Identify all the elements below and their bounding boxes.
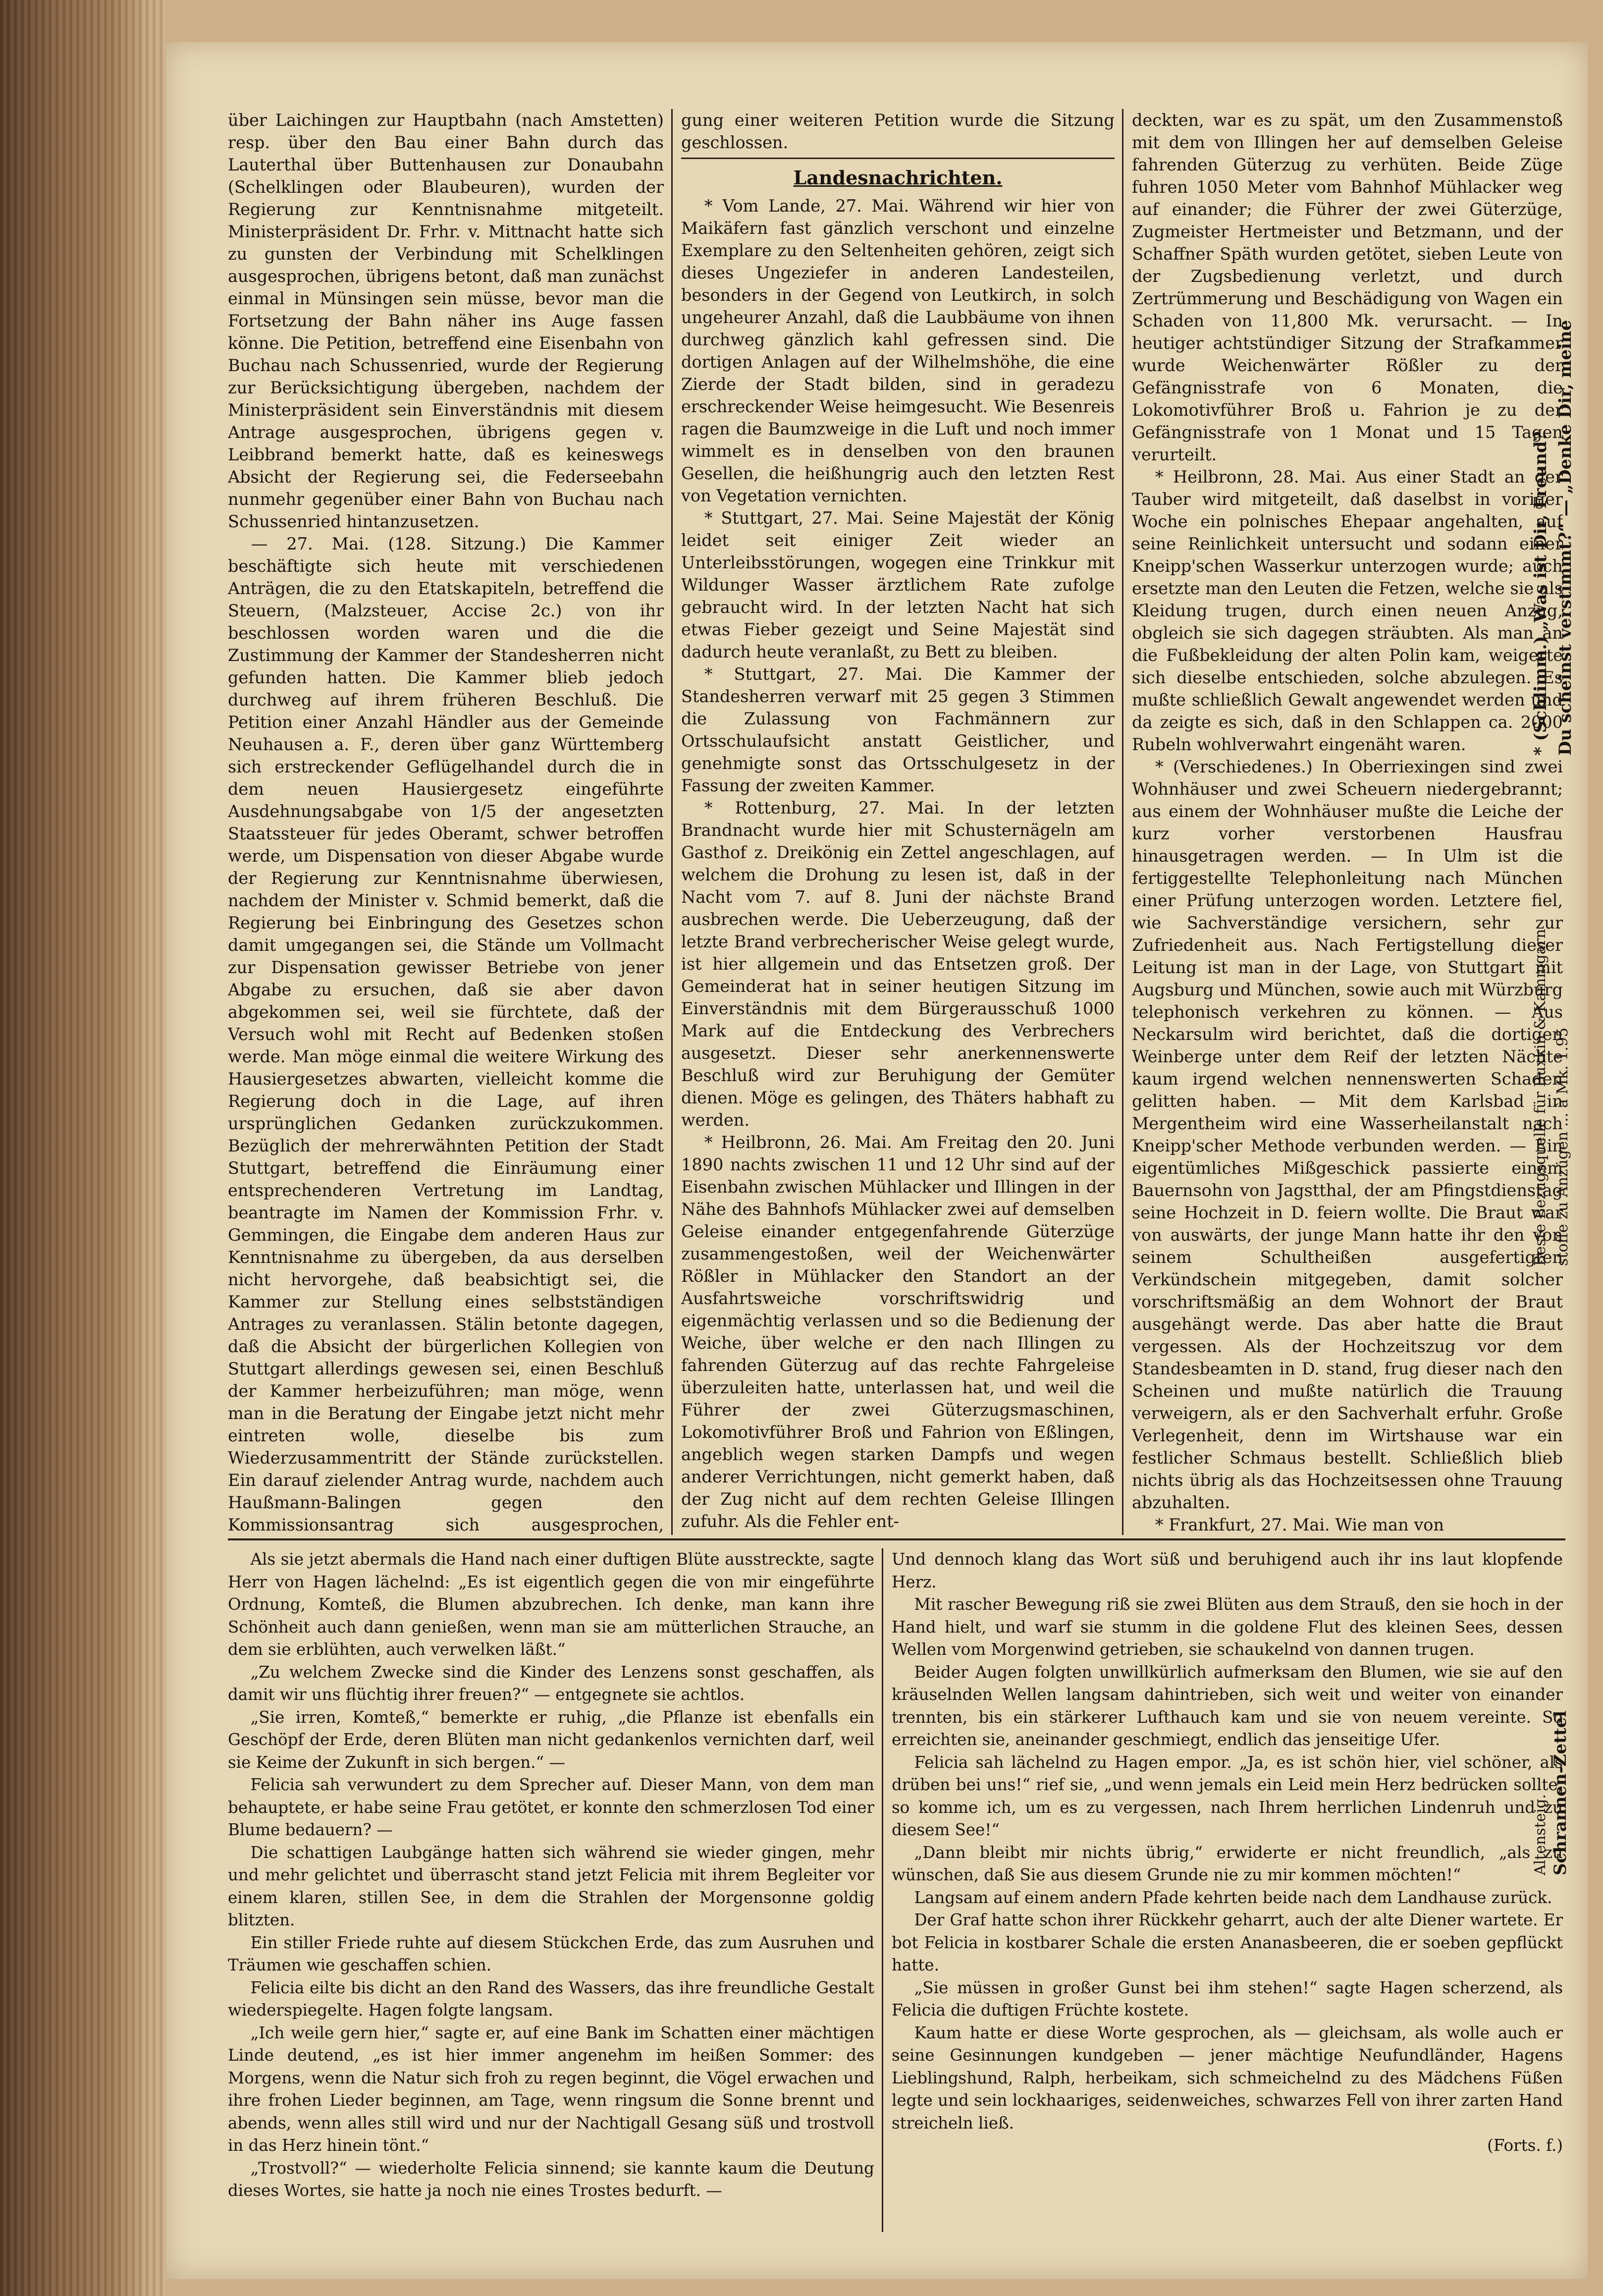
margin-text: Altensteig. [1532, 1794, 1549, 1875]
margin-text: Schrannen-Zettel [1550, 1710, 1570, 1875]
article-column-3 [1132, 109, 1563, 1535]
paragraph: „Ich weile gern hier,“ sagte er, auf eine Bank im Schatten einer mächtigen Linde deutend, „es ist hier immer angenehm im heißen Sommer: des Morgens, wenn die Natur sich froh zu regen beginnt, die Vögel erwachen und ihre frohen Lieder beginnen, am Tage, wenn ringsum die Sonne brennt und abends, wenn alles still wird und nur der Nachtigall Gesang süß und trostvoll in das Herz hinein tönt.“ [228, 2023, 874, 2155]
paragraph: * (Verschiedenes.) In Oberriexingen sind zwei Wohnhäuser und zwei Scheuern niedergebrannt; aus einem der Wohnhäuser mußte die Leiche der kurz vorher verstorbenen Hausfrau hinausgetragen werden. — In Ulm ist die fertiggestellte Telephonleitung nach München einer Prüfung unterzogen worden. Letztere fiel, wie Sachverständige versichern, sehr zur Zufriedenheit aus. Nach Fertigstellung dieser Leitung ist man in der Lage, von Stuttgart mit Augsburg und München, sowie auch mit Würzburg telephonisch verkehren zu können. — Aus Neckarsulm wird berichtet, daß die dortigen Weinberge unter dem Reif der letzten Nächte kaum irgend welchen nennenswerten Schaden gelitten haben. — Mit dem Karlsbad in Mergentheim wird eine Wasserheilanstalt nach Kneipp'scher Methode verbunden werden. — Ein eigentümliches Mißgeschick passierte einem Bauernsohn von Jagstthal, der am Pfingstdienstag seine Hochzeit in D. feiern wollte. Die Braut war von auswärts, der junge Mann hatte ihr den von seinem Schultheißen ausgefertigten Verkündschein mitgegeben, damit solcher vorschriftsmäßig an dem Wohnort der Braut ausgehängt werde. Das aber hatte die Braut vergessen. Als der Hochzeitszug vor dem Standesbeamten in D. stand, frug dieser nach den Scheinen und mußte natürlich die Trauung verweigern, als er den Sachverhalt erfuhr. Große Verlegenheit, denn im Wirtshause war ein festlicher Schmaus bestellt. Schließlich blieb nichts übrig als das Hochzeitsessen ohne Trauung abzuhalten. [1132, 757, 1563, 1512]
paragraph: Beider Augen folgten unwillkürlich aufmerksam den Blumen, wie sie auf den kräuselnden Wellen langsam dahintrieben, sich weit und weiter von einander trennten, bis ein stärkerer Lufthauch kam und sie von neuem vereinte. So erreichten sie, aneinander geschmiegt, endlich das jenseitige Ufer. [892, 1662, 1563, 1749]
paragraph: Felicia eilte bis dicht an den Rand des Wassers, das ihre freundliche Gestalt wiederspiegelte. Hagen folgte langsam. [228, 1978, 874, 2020]
paragraph: * Heilbronn, 28. Mai. Aus einer Stadt an der Tauber wird mitgeteilt, daß daselbst in voriger Woche ein polnisches Ehepaar angehalten, auf seine Reinlichkeit untersucht und sodann einer Kneipp'schen Wasserkur unterzogen wurde; auch ersetzte man den Leuten die Fetzen, welche sie als Kleidung trugen, durch einen neuen Anzug, obgleich sie sich dagegen sträubten. Als man an die Fußbekleidung der alten Polin kam, weigerte sich dieselbe entschieden, solche abzulegen. Es mußte schließlich Gewalt angewendet werden und da zeigte es sich, daß in den Schlappen ca. 2000 Rubeln wohlverwahrt eingenäht waren. [1132, 467, 1563, 754]
paragraph: Langsam auf einem andern Pfade kehrten beide nach dem Landhause zurück. [914, 1888, 1552, 1907]
margin-text: Du scheinst verstimmt?“ — „Denke Dir, meine [1555, 320, 1575, 756]
paragraph: „Sie müssen in großer Gunst bei ihm stehen!“ sagte Hagen scherzend, als Felicia die duftigen Früchte kostete. [892, 1978, 1563, 2020]
column-rule [882, 1548, 883, 2232]
paragraph: Und dennoch klang das Wort süß und beruhigend auch ihr ins laut klopfende Herz. [892, 1550, 1563, 1591]
section-rule [681, 158, 1115, 159]
paragraph: „Dann bleibt mir nichts übrig,“ erwiderte er nicht freundlich, „als zu wünschen, daß Sie aus diesem Grunde nie zu mir kommen möchten!“ [892, 1843, 1563, 1884]
column-rule [1122, 109, 1123, 1535]
serial-column-right [892, 1548, 1563, 2232]
serial-column-left [228, 1548, 874, 2232]
margin-text: stoffe zu Anzügen ... à Mk. 1.95 [1554, 1027, 1571, 1266]
paragraph: „Sie irren, Komteß,“ bemerkte er ruhig, „die Pflanze ist ebenfalls ein Geschöpf der Erde, deren Blüten man nicht gedankenlos vernichten darf, weil sie Keime der Zukunft in sich bergen.“ — [228, 1707, 874, 1772]
continuation-note: (Forts. f.) [1487, 2136, 1563, 2155]
column-rule [671, 109, 673, 1535]
paragraph: * Heilbronn, 26. Mai. Am Freitag den 20. Juni 1890 nachts zwischen 11 und 12 Uhr sind auf der Eisenbahn zwischen Mühlacker und Illingen in der Nähe des Bahnhofs Mühlacker zwei auf demselben Geleise einander entgegenfahrende Güterzüge zusammengestoßen, weil der Weichenwärter Rößler in Mühlacker den Standort an der Ausfahrtsweiche vorschriftswidrig und eigenmächtig verlassen und so die Bedienung der Weiche, über welche er den nach Illingen zu fahrenden Güterzug auf das rechte Fahrgeleise überzuleiten hatte, unterlassen hat, und weil die Führer der zwei Güterzugsmaschinen, Lokomotivführer Broß und Fahrion von Eßlingen, angeblich wegen starken Dampfs und wegen anderer Verrichtungen, nicht gemerkt haben, daß der Zug nicht auf dem rechten Geleise Illingen zufuhr. Als die Fehler ent- [681, 1133, 1115, 1531]
paragraph: über Laichingen zur Hauptbahn (nach Amstetten) resp. über den Bau einer Bahn durch das Lauterthal über Buttenhausen zur Donaubahn (Schelklingen oder Blaubeuren), wurden der Regierung zur Kenntnisnahme mitgeteilt. Ministerpräsident Dr. Frhr. v. Mittnacht hatte sich zu gunsten der Verbindung mit Schelklingen ausgesprochen, übrigens betont, daß man zunächst einmal in Münsingen sein müsse, bevor man die Fortsetzung der Bahn näher ins Auge fassen könne. Die Petition, betreffend eine Eisenbahn von Buchau nach Schussenried, wurde der Regierung zur Berücksichtigung übergeben, nachdem der Ministerpräsident sein Einverständnis mit diesem Antrage ausgesprochen, übrigens gegen v. Leibbrand bemerkt hatte, daß es keineswegs Absicht der Regierung sei, die Federseebahn nunmehr gegenüber einer Bahn von Buchau nach Schussenried hintanzusetzen. [228, 110, 664, 531]
margin-strip [1521, 42, 1588, 2279]
paragraph: „Trostvoll?“ — wiederholte Felicia sinnend; sie kannte kaum die Deutung dieses Wortes, sie hatte ja noch nie eines Trostes bedurft. — [228, 2158, 874, 2200]
section-title: Landesnachrichten. [793, 166, 1003, 189]
paragraph: Die schattigen Laubgänge hatten sich während sie wieder gingen, mehr und mehr gelichtet und überrascht stand jetzt Felicia mit ihrem Begleiter vor einem klaren, stillen See, in dem die Strahlen der Morgensonne goldig blitzten. [228, 1843, 874, 1929]
paragraph: Mit rascher Bewegung riß sie zwei Blüten aus dem Strauß, den sie hoch in der Hand hielt, und warf sie stumm in die goldene Flut des kleinen Sees, dessen Wellen vom Morgenwind getrieben, sie schaukelnd von dannen trugen. [892, 1595, 1563, 1659]
paragraph: deckten, war es zu spät, um den Zusammenstoß mit dem von Illingen her auf demselben Geleise fahrenden Güterzug zu verhüten. Beide Züge fuhren 1050 Meter vom Bahnhof Mühlacker weg auf einander; die Führer der zwei Güterzüge, Zugmeister Hertmeister und Betzmann, und der Schaffner Späth wurden getötet, sieben Leute von der Zugsbedienung verletzt, und durch Zertrümmerung und Beschädigung von Wagen ein Schaden von 11,800 Mk. verursacht. — In heutiger achtstündiger Sitzung der Strafkammer wurde Weichenwärter Rößler zu der Gefängnisstrafe von 6 Monaten, die Lokomotivführer Broß u. Fahrion je zu der Gefängnisstrafe von 1 Monat und 15 Tagen verurteilt. [1132, 110, 1563, 464]
paragraph: * Rottenburg, 27. Mai. In der letzten Brandnacht wurde hier mit Schusternägeln am Gasthof z. Dreikönig ein Zettel angeschlagen, auf welchem die Drohung zu lesen ist, daß in der Nacht vom 7. auf 8. Juni der nächste Brand ausbrechen werde. Die Ueberzeugung, daß der letzte Brand verbrecherischer Weise gelegt wurde, ist hier allgemein und das Entsetzen groß. Der Gemeinderat hat in seiner heutigen Sitzung im Einverständnis mit dem Bürgerausschuß 1000 Mark auf die Entdeckung des Verbrechers ausgesetzt. Dieser sehr anerkennenswerte Beschluß wird zur Beruhigung der Gemüter dienen. Möge es gelingen, des Thäters habhaft zu werden. [681, 798, 1115, 1130]
paragraph: * Vom Lande, 27. Mai. Während wir hier von Maikäfern fast gänzlich verschont und einzelne Exemplare zu den Seltenheiten gehören, zeigt sich dieses Ungeziefer in anderen Landesteilen, besonders in der Gegend von Leutkirch, in solch ungeheurer Anzahl, daß die Laubbäume von ihnen durchweg gänzlich kahl gefressen sind. Die dortigen Anlagen auf der Wilhelmshöhe, die eine Zierde der Stadt bilden, sind in geradezu erschreckender Weise heimgesucht. Wie Besenreis ragen die Baumzweige in die Luft und noch immer wimmelt es in denselben von den braunen Gesellen, die heißhungrig auch den letzten Rest von Vegetation vernichten. [681, 196, 1115, 505]
paragraph: gung einer weiteren Petition wurde die Sitzung geschlossen. [681, 110, 1115, 152]
paragraph: — 27. Mai. (128. Sitzung.) Die Kammer beschäftigte sich heute mit verschiedenen Anträgen, die zu den Etatskapiteln, betreffend die Steuern, (Malzsteuer, Accise 2c.) von ihr beschlossen worden waren und die die Zustimmung der Kammer der Standesherren nicht gefunden hatten. Die Kammer blieb jedoch durchweg auf ihrem früheren Beschluß. Die Petition einer Anzahl Händler aus der Gemeinde Neuhausen a. F., deren über ganz Württemberg sich erstreckender Geflügelhandel durch die in dem neuen Hausiergesetz eingeführte Ausdehnungsabgabe von 1/5 der angesetzten Staatssteuer für jedes Oberamt, schwer betroffen werde, um Dispensation von dieser Abgabe wurde der Regierung zur Kenntnisnahme überwiesen, nachdem der Minister v. Schmid bemerkt, daß die Regierung bei Einbringung des Gesetzes schon damit umgegangen sei, die Stände um Vollmacht zur Dispensation gewisser Betriebe von jener Abgabe zu ersuchen, daß sie aber davon abgekommen sei, weil sie fürchtete, daß der Versuch wohl mit Recht auf Bedenken stoßen werde. Man möge einmal die weitere Wirkung des Hausiergesetzes abwarten, vielleicht komme die Regierung doch in die Lage, auf ihren ursprünglichen Gedanken zurückzukommen. Bezüglich der mehrerwähnten Petition der Stadt Stuttgart, betreffend die Einräumung einer entsprechenderen Vertretung im Landtag, beantragte im Namen der Kommission Frhr. v. Gemmingen, die Eingabe dem anderen Haus zur Kenntnisnahme zu übergeben, da aus derselben nicht hervorgehe, daß beabsichtigt sei, die Kammer zur Stellung eines selbstständigen Antrages zu veranlassen. Stälin betonte dagegen, daß die Absicht der bürgerlichen Kollegien von Stuttgart allerdings gewesen sei, einen Beschluß der Kammer herbeizuführen; man möge, wenn man in die Beratung der Eingabe jetzt nicht mehr eintreten wolle, dieselbe bis zum Wiederzusammentritt der Stände zurückstellen. Ein darauf zielender Antrag wurde, nachdem auch Haußmann-Balingen gegen den Kommissionsantrag sich ausgesprochen, [228, 534, 664, 1534]
feuilleton-divider [228, 1538, 1565, 1540]
paragraph: Als sie jetzt abermals die Hand nach einer duftigen Blüte ausstreckte, sagte Herr von Hagen lächelnd: „Es ist eigentlich gegen die von mir eingeführte Ordnung, Komteß, die Blumen abzubrechen. Ich denke, man kann ihre Schönheit auch dann genießen, wenn man sie am mütterlichen Strauche, an dem sie erblühten, auch verwelken läßt.“ [228, 1550, 874, 1659]
paragraph: * Stuttgart, 27. Mai. Die Kammer der Standesherren verwarf mit 25 gegen 3 Stimmen die Zulassung von Fachmännern zur Ortsschulaufsicht anstatt Geistlicher, und genehmigte sonst das Ortsschulgesetz in der Fassung der zweiten Kammer. [681, 664, 1115, 795]
paragraph: Ein stiller Friede ruhte auf diesem Stückchen Erde, das zum Ausruhen und Träumen wie geschaffen schien. [228, 1933, 874, 1974]
paragraph: Felicia sah verwundert zu dem Sprecher auf. Dieser Mann, von dem man behauptete, er habe seine Frau getötet, er konnte den schmerzlosen Tod einer Blume bedauern? — [228, 1775, 874, 1839]
paragraph: * Frankfurt, 27. Mai. Wie man von [1155, 1515, 1444, 1534]
newspaper-page [166, 42, 1588, 2279]
paragraph: Felicia sah lächelnd zu Hagen empor. „Ja, es ist schön hier, viel schöner, als drüben bei uns!“ rief sie, „und wenn jemals ein Leid mein Herz bedrücken sollte, so komme ich, um es zu vergessen, nach Ihrem herrlichen Lindenruh und zu diesem See!“ [892, 1752, 1563, 1839]
article-column-2 [681, 109, 1115, 1535]
paragraph: * Stuttgart, 27. Mai. Seine Majestät der König leidet seit einiger Zeit wieder an Unterleibsstörungen, wogegen eine Trinkkur mit Wildunger Wasser ärztlichem Rate zufolge gebraucht wird. In der letzten Nacht hat sich etwas Fieber gezeigt und Seine Majestät sind dadurch heute veranlaßt, zu Bett zu bleiben. [681, 508, 1115, 661]
margin-text: Beste Bezugsquelle für Buxkin & Kammgarn [1532, 929, 1549, 1266]
paragraph: Kaum hatte er diese Worte gesprochen, als — gleichsam, als wolle auch er seine Gesinnungen kundgeben — jener mächtige Neufundländer, Hagens Lieblingshund, Ralph, herbeikam, sich schmeichelnd zu des Mädchens Füßen legte und sein lockhaariges, seidenweiches, schwarzes Fell von ihrer zarten Hand streicheln ließ. [892, 2023, 1563, 2132]
paragraph: Der Graf hatte schon ihrer Rückkehr geharrt, auch der alte Diener wartete. Er bot Felicia in kostbarer Schale die ersten Ananasbeeren, die er soeben gepflückt hatte. [892, 1911, 1563, 1974]
book-binding [0, 0, 166, 2296]
article-column-1 [228, 109, 664, 1535]
paragraph: „Zu welchem Zwecke sind die Kinder des Lenzens sonst geschaffen, als damit wir uns flüchtig ihrer freuen?“ — entgegnete sie achtlos. [228, 1662, 874, 1704]
margin-text: * (Schlimm.) „Was ist Dir, Freund? [1531, 431, 1550, 756]
